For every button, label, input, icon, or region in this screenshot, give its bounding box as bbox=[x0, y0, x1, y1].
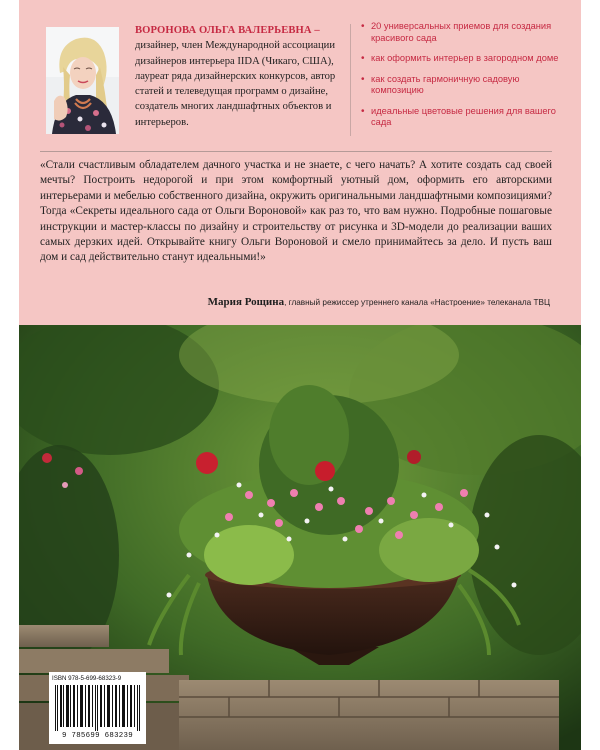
feature-item bbox=[359, 21, 574, 44]
barcode-digits: 9 785699 683239 bbox=[61, 732, 134, 740]
feature-text: как оформить интерьер в загородном доме bbox=[371, 53, 559, 63]
feature-list bbox=[359, 21, 574, 138]
barcode bbox=[49, 672, 146, 744]
feature-item bbox=[359, 106, 574, 129]
pink-info-panel bbox=[19, 0, 581, 325]
horizontal-divider bbox=[40, 151, 552, 152]
feature-item bbox=[359, 74, 574, 97]
feature-text: 20 универсальных приемов для создания красивого сада bbox=[371, 21, 552, 43]
author-bio bbox=[135, 23, 353, 130]
feature-text: идеальные цветовые решения для вашего сада bbox=[371, 105, 556, 127]
author-portrait-image bbox=[46, 27, 119, 134]
book-back-cover bbox=[19, 0, 581, 750]
bullet-icon: • bbox=[361, 21, 365, 32]
feature-item bbox=[359, 53, 574, 65]
feature-text: как создать гармоничную садовую композицию bbox=[371, 73, 520, 95]
author-name: ВОРОНОВА ОЛЬГА ВАЛЕРЬЕВНА – bbox=[135, 25, 320, 36]
author-bio-text: дизайнер, член Международной ассоциации дизайнеров интерьера IIDA (Чикаго, США), лауреат ряда дизайнерских конкурсов, автор статей и телеведущая программ о дизайне, создатель многих ландшафтных объектов и интерьеров. bbox=[135, 40, 336, 128]
isbn-label: ISBN 978-5-699-68323-9 bbox=[52, 675, 122, 682]
attribution-role: , главный режиссер утреннего канала «Настроение» телеканала ТВЦ bbox=[284, 298, 550, 307]
bullet-icon: • bbox=[361, 53, 365, 64]
testimonial-quote: «Стали счастливым обладателем дачного участка и не знаете, с чего начать? А хотите создать сад своей мечты? Построить недорогой и при этом комфортный уютный дом, оформить его авторскими интерьерами и мебелью собственного дизайна, окружить оригинальными ландшафтными композициями? Тогда «Секреты идеального сада от Ольги Вороновой» как раз то, что вам нужно. Подробные пошаговые инструкции и мастер-классы по дизайну и строительству от рисунка и 3D-модели до реализации ваших самых дерзких идей. Открывайте книгу Ольги Вороновой и смело принимайтесь за дело. И пусть ваш дом и сад действительно станут идеальными!» bbox=[40, 159, 552, 264]
attribution-name: Мария Рощина bbox=[207, 296, 285, 308]
bullet-icon: • bbox=[361, 73, 365, 85]
author-photo bbox=[46, 27, 119, 134]
bullet-icon: • bbox=[361, 105, 365, 117]
quote-attribution bbox=[40, 296, 550, 308]
vertical-divider bbox=[350, 24, 351, 136]
barcode-bars-image bbox=[55, 685, 140, 731]
